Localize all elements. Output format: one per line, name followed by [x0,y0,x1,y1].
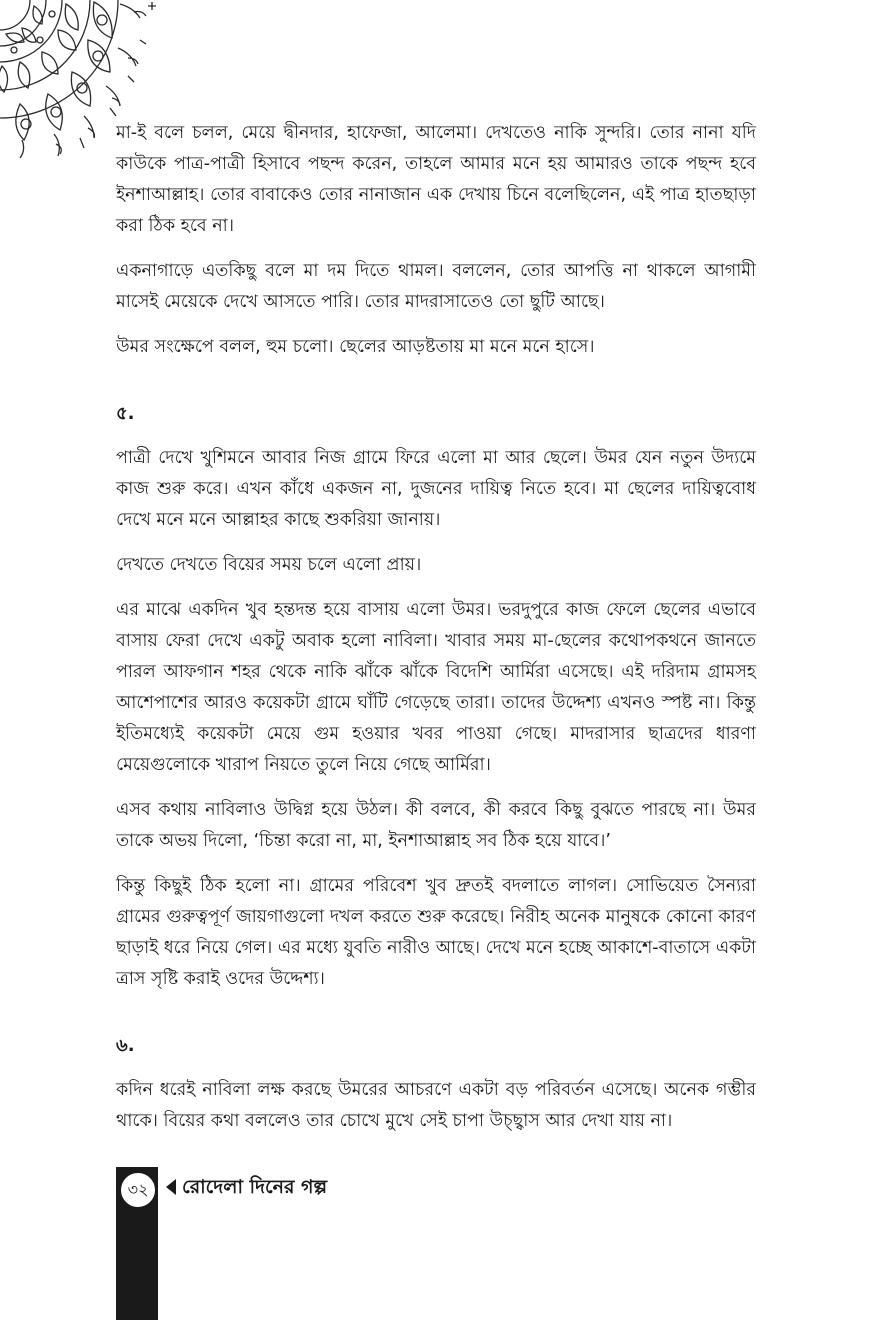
section-heading-5: ৫. [116,403,135,424]
paragraph: দেখতে দেখতে বিয়ের সময় চলে এলো প্রায়। [116,555,422,575]
paragraph: মা-ই বলে চলল, মেয়ে দ্বীনদার, হাফেজা, আলেমা। দেখতেও নাকি সুন্দরি। তোর নানা যদি কাউকে পাত্র-পাত্রী হিসাবে পছন্দ করেন, তাহলে আমার মনে হয় আমারও তাকে পছন্দ হবে ইনশাআল্লাহ। তোর বাবাকেও তোর নানাজান এক দেখায় চিনে বলেছিলেন, এই পাত্র হাতছাড়া করা ঠিক হবে না। [116,123,756,236]
triangle-left-icon [166,1179,176,1195]
paragraph: একনাগাড়ে এতকিছু বলে মা দম দিতে থামল। বললেন, তোর আপত্তি না থাকলে আগামী মাসেই মেয়েকে দেখে আসতে পারি। তোর মাদরাসাতেও তো ছুটি আছে। [116,261,756,312]
paragraph: এর মাঝে একদিন খুব হন্তদন্ত হয়ে বাসায় এলো উমর। ভরদুপুরে কাজ ফেলে ছেলের এভাবে বাসায় ফেরা দেখে একটু অবাক হলো নাবিলা। খাবার সময় মা-ছেলের কথোপকথনে জানতে পারল আফগান শহর থেকে নাকি ঝাঁকে ঝাঁকে বিদেশি আর্মিরা এসেছে। এই দরিদাম গ্রামসহ আশেপাশের আরও কয়েকটা গ্রামে ঘাঁটি গেড়েছে তারা। তাদের উদ্দেশ্য এখনও স্পষ্ট না। কিন্তু ইতিমধ্যেই কয়েকটা মেয়ে গুম হওয়ার খবর পাওয়া গেছে। মাদরাসার ছাত্রদের ধারণা মেয়েগুলোকে খারাপ নিয়তে তুলে নিয়ে গেছে আর্মিরা। [116,600,756,775]
section-heading-6: ৬. [116,1035,135,1056]
paragraph: কদিন ধরেই নাবিলা লক্ষ করছে উমরের আচরণে একটা বড় পরিবর্তন এসেছে। অনেক গম্ভীর থাকে। বিয়ের কথা বললেও তার চোখে মুখে সেই চাপা উচ্ছ্বাস আর দেখা যায় না। [116,1080,756,1131]
page-number-badge: ৩২ [119,1171,157,1209]
running-footer-title: রোদেলা দিনের গল্প [182,1176,328,1198]
paragraph: কিন্তু কিছুই ঠিক হলো না। গ্রামের পরিবেশ খুব দ্রুতই বদলাতে লাগল। সোভিয়েত সৈন্যরা গ্রামের গুরুত্বপূর্ণ জায়গাগুলো দখল করতে শুরু করেছে। নিরীহ অনেক মানুষকে কোনো কারণ ছাড়াই ধরে নিয়ে গেল। এর মধ্যে যুবতি নারীও আছে। দেখে মনে হচ্ছে আকাশে-বাতাসে একটা ত্রাস সৃষ্টি করাই ওদের উদ্দেশ্য। [116,876,756,989]
page-content [116,118,756,1151]
paragraph: পাত্রী দেখে খুশিমনে আবার নিজ গ্রামে ফিরে এলো মা আর ছেলে। উমর যেন নতুন উদ্যমে কাজ শুরু করে। এখন কাঁধে একজন না, দুজনের দায়িত্ব নিতে হবে। মা ছেলের দায়িত্ববোধ দেখে মনে মনে আল্লাহর কাছে শুকরিয়া জানায়। [116,448,756,530]
paragraph: এসব কথায় নাবিলাও উদ্বিগ্ন হয়ে উঠল। কী বলবে, কী করবে কিছু বুঝতে পারছে না। উমর তাকে অভয় দিলো, ‘চিন্তা করো না, মা, ইনশাআল্লাহ সব ঠিক হয়ে যাবে।’ [116,800,756,851]
paragraph: উমর সংক্ষেপে বলল, হুম চলো। ছেলের আড়ষ্টতায় মা মনে মনে হাসে। [116,337,595,357]
